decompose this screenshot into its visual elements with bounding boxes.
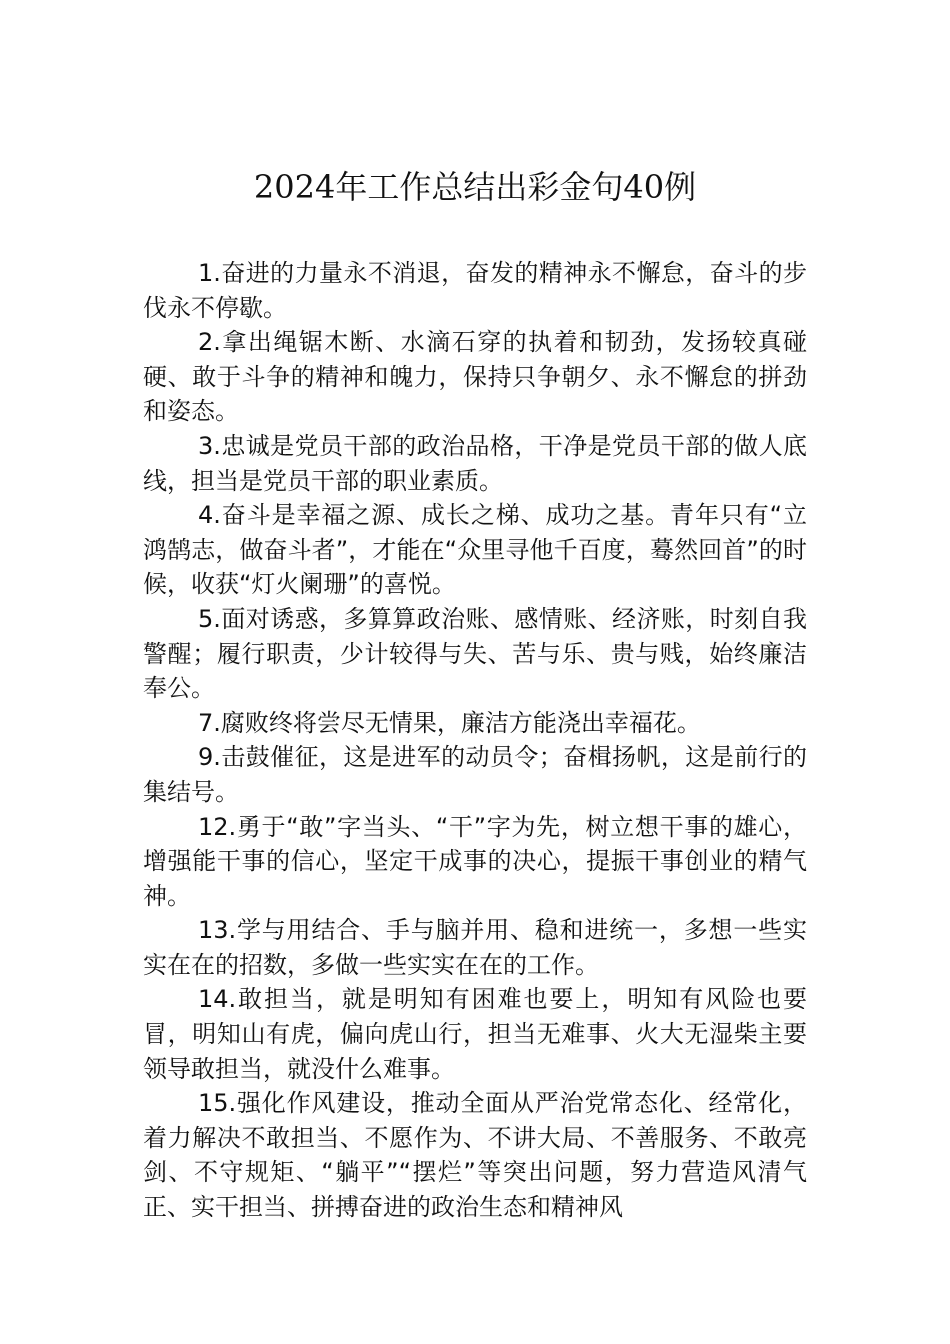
paragraph: 7.腐败终将尝尽无情果，廉洁方能浇出幸福花。 xyxy=(198,708,701,737)
paragraph: 9.击鼓催征，这是进军的动员令；奋楫扬帆，这是前行的集结号。 xyxy=(143,743,807,806)
paragraph: 12.勇于“敢”字当头、“干”字为先，树立想干事的雄心，增强能干事的信心，坚定干成事的决心，提振干事创业的精气神。 xyxy=(143,812,807,910)
document-title: 2024年工作总结出彩金句40例 xyxy=(253,168,697,206)
paragraph: 13.学与用结合、手与脑并用、稳和进统一，多想一些实实在在的招数，多做一些实实在在的工作。 xyxy=(143,916,807,979)
paragraph: 2.拿出绳锯木断、水滴石穿的执着和韧劲，发扬较真碰硬、敢于斗争的精神和魄力，保持只争朝夕、永不懈怠的拼劲和姿态。 xyxy=(143,328,807,426)
paragraph: 14.敢担当，就是明知有困难也要上，明知有风险也要冒，明知山有虎，偏向虎山行，担当无难事、火大无湿柴主要领导敢担当，就没什么难事。 xyxy=(143,985,807,1083)
paragraph: 4.奋斗是幸福之源、成长之梯、成功之基。青年只有“立鸿鹄志，做奋斗者”，才能在“众里寻他千百度，蓦然回首”的时候，收获“灯火阑珊”的喜悦。 xyxy=(143,501,807,599)
paragraph: 3.忠诚是党员干部的政治品格，干净是党员干部的做人底线，担当是党员干部的职业素质。 xyxy=(143,431,807,495)
paragraph: 5.面对诱惑，多算算政治账、感情账、经济账，时刻自我警醒；履行职责，少计较得与失、苦与乐、贵与贱，始终廉洁奉公。 xyxy=(143,604,807,703)
paragraph: 1.奋进的力量永不消退，奋发的精神永不懈怠，奋斗的步伐永不停歇。 xyxy=(143,259,807,322)
paragraph: 15.强化作风建设，推动全面从严治党常态化、经常化，着力解决不敢担当、不愿作为、不讲大局、不善服务、不敢亮剑、不守规矩、“躺平”“摆烂”等突出问题，努力营造风清气正、实干担当、拼搏奋进的政治生态和精神风 xyxy=(143,1089,807,1222)
document-body xyxy=(143,256,807,1225)
